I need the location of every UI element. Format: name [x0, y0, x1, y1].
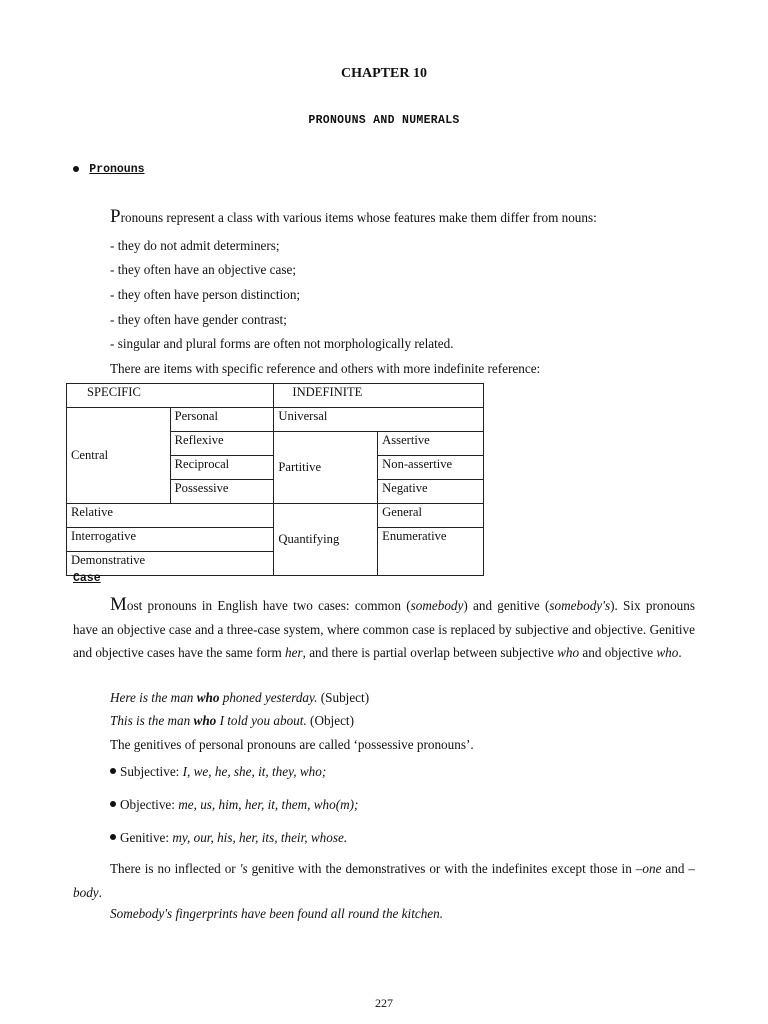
- table-cell: Reciprocal: [170, 456, 274, 480]
- table-cell: Personal: [170, 408, 274, 432]
- bullet-icon: [110, 834, 116, 840]
- table-cell: Relative: [67, 504, 274, 528]
- table-header-indefinite: INDEFINITE: [274, 384, 484, 408]
- text-run: her: [285, 645, 303, 660]
- section-heading-pronouns: [73, 160, 145, 176]
- example-object: [110, 713, 354, 729]
- feature-text: they often have an objective case;: [117, 262, 297, 277]
- table-header-specific: SPECIFIC: [67, 384, 274, 408]
- text-run: ). Six pronouns have an objective case and a three-case system, where common case is replaced by subjective and objective. Genitive and objective cases have the same form: [73, 598, 695, 660]
- text-run: (Subject): [317, 690, 370, 705]
- text-run: genitive with the demonstratives or with the indefinites except those in –: [247, 861, 643, 876]
- text-run: somebody: [410, 598, 464, 613]
- case-forms: my, our, his, her, its, their, whose.: [172, 830, 348, 845]
- table-cell: Central: [67, 408, 171, 504]
- bullet-icon: [73, 166, 79, 172]
- case-label: Objective:: [120, 797, 179, 812]
- text-run: who: [557, 645, 580, 660]
- feature-text: they often have person distinction;: [117, 287, 301, 302]
- feature-item: - they do not admit determiners;: [110, 238, 280, 253]
- intro-paragraph: [110, 207, 597, 226]
- table-cell: Negative: [378, 480, 484, 504]
- final-example: [110, 906, 443, 922]
- drop-cap: P: [110, 206, 121, 227]
- table-cell: Possessive: [170, 480, 274, 504]
- case-list-item: [110, 830, 347, 846]
- text-run: phoned yesterday.: [219, 690, 318, 705]
- feature-item: - they often have gender contrast;: [110, 312, 287, 327]
- drop-cap: M: [110, 594, 127, 615]
- feature-item: - singular and plural forms are often not morphologically related.: [110, 336, 454, 351]
- bullet-icon: [110, 768, 116, 774]
- table-cell: Demonstrative: [67, 552, 274, 576]
- pronoun-table: [66, 383, 484, 576]
- text-run: .: [98, 884, 102, 900]
- example-subject: [110, 690, 369, 706]
- items-sentence: There are items with specific reference and others with more indefinite reference:: [110, 361, 541, 376]
- text-run: somebody's: [549, 598, 611, 613]
- genitives-sentence: The genitives of personal pronouns are called ‘possessive pronouns’.: [110, 737, 474, 752]
- text-run: ost pronouns in English have two cases: common (: [126, 598, 411, 613]
- case-list-item: [110, 797, 358, 813]
- feature-text: singular and plural forms are often not morphologically related.: [117, 336, 454, 351]
- case-paragraph: [73, 594, 695, 665]
- text-run: who: [196, 690, 220, 705]
- table-cell: Assertive: [378, 432, 484, 456]
- text-run: who: [193, 713, 217, 728]
- section-title: Pronouns: [89, 163, 145, 176]
- feature-text: they do not admit determiners;: [117, 238, 280, 253]
- inflected-paragraph: [73, 857, 695, 904]
- table-cell: Quantifying: [274, 504, 378, 576]
- text-run: ) and genitive (: [463, 598, 550, 613]
- table-cell: Non-assertive: [378, 456, 484, 480]
- text-run: There is no inflected or: [110, 861, 240, 876]
- text-run: This is the man: [110, 713, 194, 728]
- text-run: (Object): [306, 713, 354, 728]
- table-cell: General: [378, 504, 484, 528]
- text-run: and –: [661, 861, 695, 876]
- section-heading-case: Case: [73, 572, 101, 585]
- case-list-item: [110, 764, 326, 780]
- case-forms: me, us, him, her, it, them, who(m);: [178, 797, 359, 812]
- table-cell: Reflexive: [170, 432, 274, 456]
- text-run: one: [642, 861, 662, 876]
- chapter-heading: CHAPTER 10: [341, 66, 427, 81]
- feature-item: - they often have an objective case;: [110, 262, 297, 277]
- chapter-title: PRONOUNS AND NUMERALS: [308, 114, 460, 127]
- text-run: Somebody's fingerprints have been found all round the kitchen.: [110, 906, 444, 921]
- table-cell: Interrogative: [67, 528, 274, 552]
- feature-item: - they often have person distinction;: [110, 287, 301, 302]
- intro-text: ronouns represent a class with various items whose features make them differ from nouns:: [120, 210, 597, 225]
- text-run: 's: [239, 861, 248, 876]
- case-forms: I, we, he, she, it, they, who;: [182, 764, 327, 779]
- bullet-icon: [110, 801, 116, 807]
- page-number: 227: [375, 996, 393, 1010]
- text-run: body: [73, 884, 99, 900]
- feature-text: they often have gender contrast;: [117, 312, 287, 327]
- table-cell: Enumerative: [378, 528, 484, 576]
- table-cell: Partitive: [274, 432, 378, 504]
- text-run: .: [678, 645, 682, 660]
- text-run: Here is the man: [110, 690, 197, 705]
- text-run: , and there is partial overlap between subjective: [302, 645, 558, 660]
- case-label: Genitive:: [120, 830, 173, 845]
- text-run: I told you about.: [216, 713, 307, 728]
- case-label: Subjective:: [120, 764, 183, 779]
- text-run: who: [656, 645, 679, 660]
- text-run: and objective: [579, 645, 657, 660]
- table-cell: Universal: [274, 408, 484, 432]
